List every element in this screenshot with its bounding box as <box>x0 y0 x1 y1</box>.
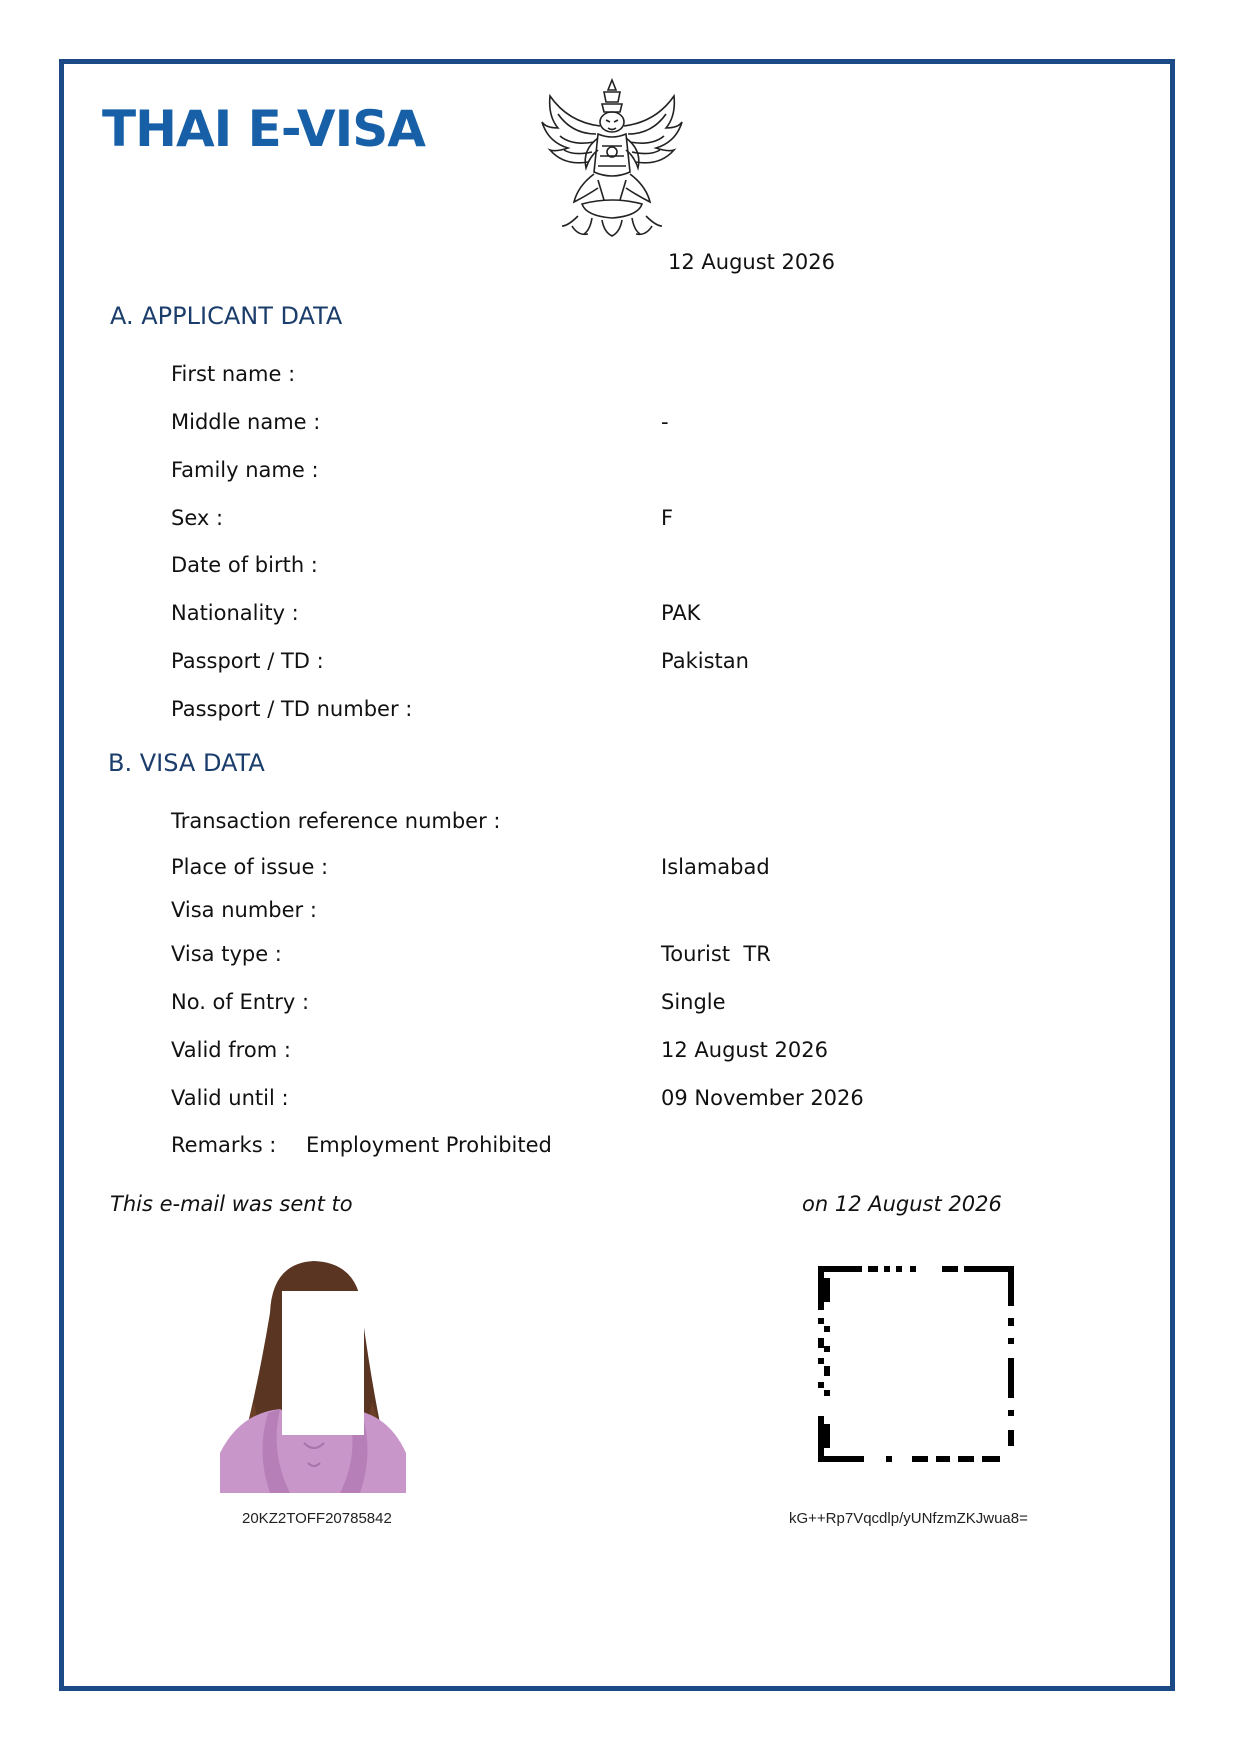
nationality-label: Nationality : <box>171 601 299 625</box>
visa-section-title: B. VISA DATA <box>108 749 265 777</box>
middle-name-value: - <box>661 410 669 434</box>
visa-type-value: Tourist TR <box>661 942 771 966</box>
remarks-label: Remarks : <box>171 1133 277 1157</box>
no-of-entry-label: No. of Entry : <box>171 990 310 1014</box>
visa-number-label: Visa number : <box>171 898 317 922</box>
qr-verification-code: kG++Rp7Vqcdlp/yUNfzmZKJwua8= <box>789 1510 1028 1527</box>
applicant-section-title: A. APPLICANT DATA <box>110 302 343 330</box>
garuda-emblem-icon <box>538 76 686 238</box>
qr-code <box>818 1266 1014 1462</box>
thai-evisa-logo: THAI E-VISA <box>102 100 425 158</box>
first-name-label: First name : <box>171 362 296 386</box>
place-of-issue-label: Place of issue : <box>171 855 329 879</box>
applicant-photo <box>220 1253 406 1493</box>
visa-type-label: Visa type : <box>171 942 282 966</box>
sex-label: Sex : <box>171 506 224 530</box>
nationality-value: PAK <box>661 601 701 625</box>
sex-value: F <box>661 506 674 530</box>
valid-until-value: 09 November 2026 <box>661 1086 864 1110</box>
valid-from-label: Valid from : <box>171 1038 291 1062</box>
valid-from-value: 12 August 2026 <box>661 1038 829 1062</box>
no-of-entry-value: Single <box>661 990 726 1014</box>
photo-reference-code: 20KZ2TOFF20785842 <box>242 1510 392 1527</box>
middle-name-label: Middle name : <box>171 410 321 434</box>
valid-until-label: Valid until : <box>171 1086 289 1110</box>
passport-td-value: Pakistan <box>661 649 749 673</box>
date-of-birth-label: Date of birth : <box>171 553 318 577</box>
email-sent-to-text: This e-mail was sent to <box>110 1192 353 1216</box>
issue-date: 12 August 2026 <box>668 250 836 274</box>
family-name-label: Family name : <box>171 458 319 482</box>
email-sent-on-text: on 12 August 2026 <box>802 1192 1002 1216</box>
passport-number-label: Passport / TD number : <box>171 697 413 721</box>
remarks-value: Employment Prohibited <box>306 1133 552 1157</box>
place-of-issue-value: Islamabad <box>661 855 770 879</box>
passport-td-label: Passport / TD : <box>171 649 324 673</box>
transaction-reference-label: Transaction reference number : <box>171 809 501 833</box>
